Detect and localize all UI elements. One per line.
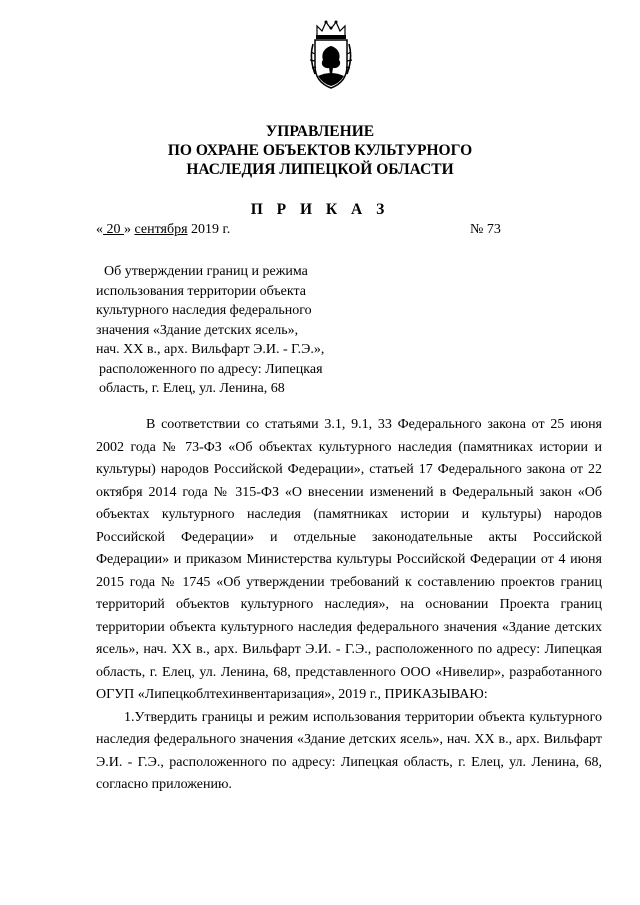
subject-line-3: культурного наследия федерального <box>96 303 312 318</box>
order-subject <box>96 262 366 399</box>
subject-line-4: значения «Здание детских ясель», <box>96 322 299 338</box>
date-quote-close: » <box>124 222 131 237</box>
order-body <box>96 414 602 797</box>
subject-line-1: Об утверждении границ и режима <box>104 264 308 279</box>
organization-name-line-2: ПО ОХРАНЕ ОБЪЕКТОВ КУЛЬТУРНОГО <box>167 142 473 159</box>
organization-name-line-3: НАСЛЕДИЯ ЛИПЕЦКОЙ ОБЛАСТИ <box>186 161 454 178</box>
date-year: 2019 г. <box>191 222 231 237</box>
order-number: № 73 <box>470 222 501 237</box>
order-date <box>96 222 230 238</box>
body-paragraph-preamble: В соответствии со статьями 3.1, 9.1, 33 Федерального закона от 25 июня 2002 года № 73-ФЗ «Об объектах культурного наследия (памятниках истории и культуры) народов Российской Федерации», статьей 17 Федерального закона от 22 октября 2014 года № 315-ФЗ «О внесении изменений в Федеральный закон «Об объектах культурного наследия (памятниках истории и культуры) народов Российской Федерации» и отдельные законодательные акты Российской Федерации» и приказом Министерства культуры Российской Федерации от 4 июня 2015 года № 1745 «Об утверждении требований к составлению проектов границ территорий объектов культурного наследия», на основании Проекта границ территории объекта культурного наследия федерального значения «Здание детских ясель», нач. XX в., арх. Вильфарт Э.И. - Г.Э., расположенного по адресу: Липецкая область, г. Елец, ул. Ленина, 68, представленного ООО «Нивелир», разработанного ОГУП «Липецкоблтехинвентаризация», 2019 г., ПРИКАЗЫВАЮ: <box>96 417 602 702</box>
subject-line-6: расположенного по адресу: Липецкая <box>99 361 323 377</box>
date-day: 20 <box>103 222 124 237</box>
date-quote-open: « <box>96 222 103 237</box>
organization-name <box>0 122 640 179</box>
subject-line-5: нач. XX в., арх. Вильфарт Э.И. - Г.Э.», <box>96 342 325 357</box>
organization-name-line-1: УПРАВЛЕНИЕ <box>265 123 375 140</box>
body-paragraph-item-1: 1.Утвердить границы и режим использования территории объекта культурного наследия федерального значения «Здание детских ясель», нач. XX в., арх. Вильфарт Э.И. - Г.Э., расположенного по адресу: Липецкая область, г. Елец, ул. Ленина, 68, согласно приложению. <box>96 709 602 792</box>
date-month: сентября <box>134 222 188 237</box>
lipetsk-oblast-coat-of-arms-icon <box>309 18 353 92</box>
subject-line-2: использования территории объекта <box>96 283 306 299</box>
subject-line-7: область, г. Елец, ул. Ленина, 68 <box>99 381 285 396</box>
document-type-title: П Р И К А З <box>250 201 390 218</box>
